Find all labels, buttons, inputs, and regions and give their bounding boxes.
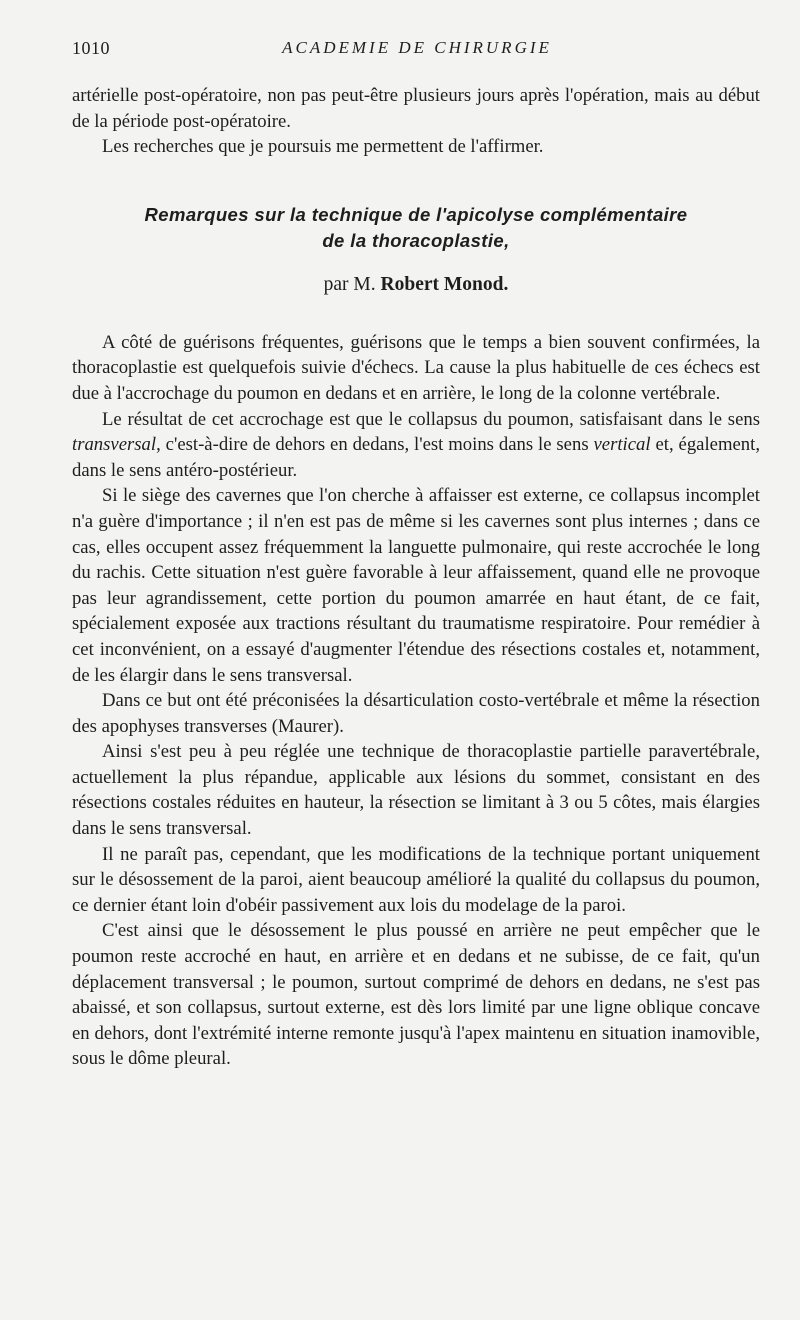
article-title — [72, 202, 760, 254]
paragraph-1: A côté de guérisons fréquentes, guérisons que le temps a bien souvent confirmées, la thoracoplastie est quelquefois suivie d'échecs. La cause la plus habituelle de ces échecs est due à l'accrochage du poumon en dedans et en arrière, le long de la colonne vertébrale. — [72, 331, 760, 404]
paragraph-2 — [72, 407, 760, 484]
paragraph-6: Il ne paraît pas, cependant, que les modifications de la technique portant uniquement sur le désossement de la paroi, aient beaucoup amélioré la qualité du collapsus du poumon, ce dernier étant loin d'obéir passivement aux lois du modelage de la paroi. — [72, 843, 760, 916]
paragraph-2-part-c: et, également, dans le sens antéro-postérieur. — [72, 434, 760, 481]
running-head: ACADEMIE DE CHIRURGIE — [282, 38, 552, 57]
continuation-paragraph-2: Les recherches que je poursuis me permettent de l'affirmer. — [102, 136, 544, 158]
article-title-line-1: Remarques sur la technique de l'apicolyse complémentaire — [144, 203, 688, 225]
article-title-line-2: de la thoracoplastie, — [322, 229, 510, 251]
paragraph-5: Ainsi s'est peu à peu réglée une technique de thoracoplastie partielle paravertébrale, actuellement la plus répandue, applicable aux lésions du sommet, consistant en des résections costales réduites en hauteur, la résection se limitant à 3 ou 5 côtes, mais élargies dans le sens transversal. — [72, 741, 760, 840]
body-text — [72, 83, 760, 1072]
page-number: 1010 — [72, 38, 110, 58]
paragraph-2-italic-vertical: vertical — [593, 434, 651, 456]
continuation-paragraph: artérielle post-opératoire, non pas peut-être plusieurs jours après l'opération, mais au début de la période post-opératoire. — [72, 85, 760, 132]
byline — [72, 274, 760, 296]
paragraph-2-part-b: , c'est-à-dire de dehors en dedans, l'est moins dans le sens — [156, 434, 594, 456]
page-header — [72, 38, 762, 62]
paragraph-7: C'est ainsi que le désossement le plus poussé en arrière ne peut empêcher que le poumon reste accroché en haut, en arrière et en dedans et ne subisse, de ce fait, qu'un déplacement transversal ; le poumon, surtout comprimé de dehors en dedans, ne s'est pas abaissé, et son collapsus, surtout externe, est dès lors limité par une ligne oblique concave en dehors, dont l'extrémité interne remonte jusqu'à l'apex maintenu en situation inamovible, sous le dôme pleural. — [72, 920, 760, 1070]
byline-prefix: par M. — [323, 273, 376, 295]
author-name: Robert Monod. — [380, 273, 509, 295]
paragraph-3: Si le siège des cavernes que l'on cherche à affaisser est externe, ce collapsus incomplet n'a guère d'importance ; il n'en est pas de même si les cavernes sont plus internes ; dans ce cas, elles occupent assez fréquemment la languette pulmonaire, qui reste accrochée le long du rachis. Cette situation n'est guère favorable à leur affaissement, quand elle ne provoque pas leur agrandissement, cette portion du poumon amarrée en haut étant, de ce fait, spécialement exposée aux tractions résultant du traumatisme respiratoire. Pour remédier à cet inconvénient, on a essayé d'augmenter l'étendue des résections costales et, notamment, de les élargir dans le sens transversal. — [72, 485, 760, 686]
paragraph-4: Dans ce but ont été préconisées la désarticulation costo-vertébrale et même la résection des apophyses transverses (Maurer). — [72, 690, 760, 737]
paragraph-2-part-a: Le résultat de cet accrochage est que le collapsus du poumon, satisfaisant dans le sens — [102, 408, 760, 430]
paragraph-2-italic-transversal: transversal — [72, 434, 157, 456]
